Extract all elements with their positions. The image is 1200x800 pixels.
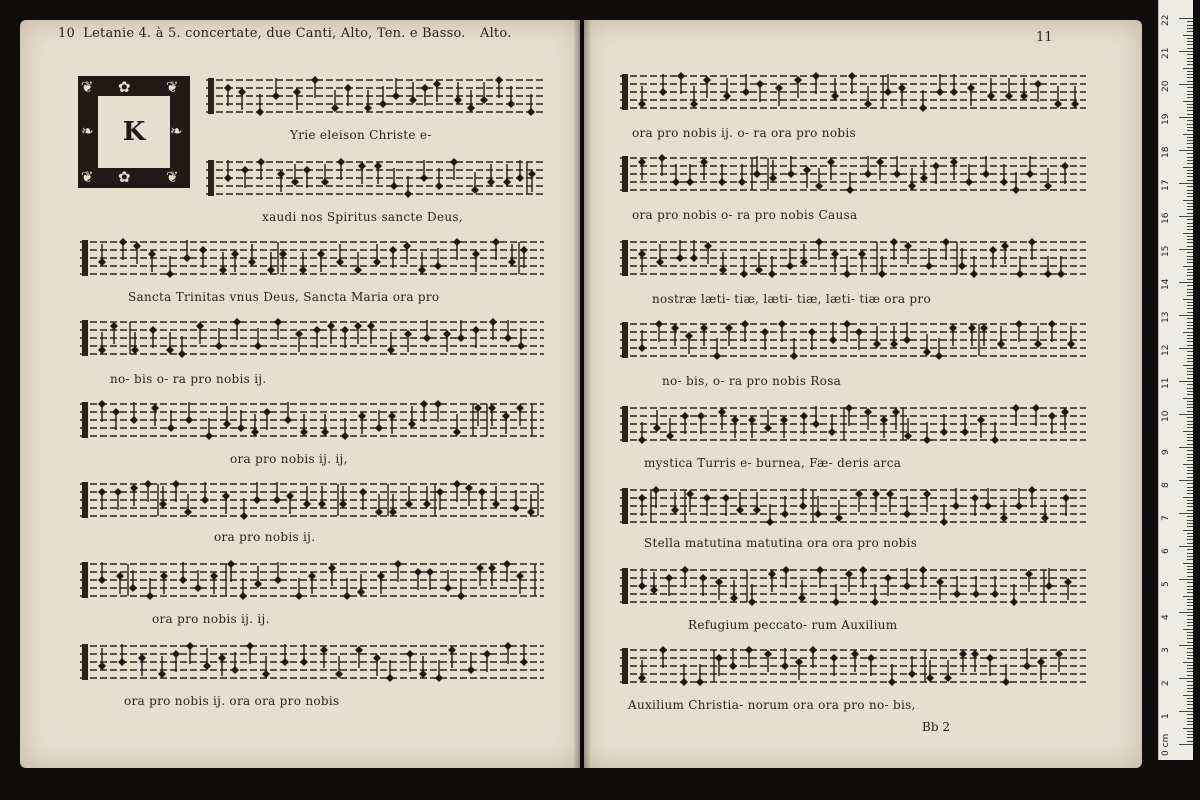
ruler-tick xyxy=(1187,655,1193,656)
music-staff xyxy=(206,74,544,122)
ruler-tick xyxy=(1187,671,1193,672)
ruler-tick xyxy=(1187,434,1193,435)
ruler-tick xyxy=(1183,530,1193,531)
ruler-tick xyxy=(1183,134,1193,135)
ruler-tick xyxy=(1187,401,1193,402)
ruler-tick xyxy=(1183,266,1193,267)
ruler-tick xyxy=(1187,487,1193,488)
ruler-tick xyxy=(1183,299,1193,300)
ruler-tick xyxy=(1183,563,1193,564)
ruler-tick xyxy=(1187,721,1193,722)
ruler-tick xyxy=(1187,427,1193,428)
ruler-tick xyxy=(1187,341,1193,342)
ruler-tick xyxy=(1187,345,1193,346)
ornament-icon: ✿ xyxy=(118,78,131,96)
ruler-tick xyxy=(1187,170,1193,171)
ruler-tick xyxy=(1187,685,1193,686)
ruler-tick xyxy=(1187,91,1193,92)
ruler-tick xyxy=(1183,662,1193,663)
ruler-tick xyxy=(1187,308,1193,309)
decorated-initial xyxy=(78,76,190,188)
measuring-ruler xyxy=(1158,0,1193,760)
ruler-tick xyxy=(1179,183,1193,184)
ruler-tick xyxy=(1187,338,1193,339)
ruler-label: 1 xyxy=(1161,713,1171,719)
ruler-tick xyxy=(1183,35,1193,36)
ruler-tick xyxy=(1187,526,1193,527)
ruler-tick xyxy=(1187,536,1193,537)
ruler-tick xyxy=(1187,114,1193,115)
ruler-tick xyxy=(1187,130,1193,131)
ruler-tick xyxy=(1187,391,1193,392)
ruler-tick xyxy=(1179,51,1193,52)
left-page-header xyxy=(58,26,512,41)
ruler-tick xyxy=(1187,592,1193,593)
ruler-tick xyxy=(1183,398,1193,399)
ruler-tick xyxy=(1187,81,1193,82)
ruler-tick xyxy=(1187,302,1193,303)
ruler-tick xyxy=(1187,652,1193,653)
ruler-tick xyxy=(1187,582,1193,583)
ruler-tick xyxy=(1187,190,1193,191)
header-title: Letanie 4. à 5. concertate, due Canti, Alto, Ten. e Basso. xyxy=(83,26,466,41)
ruler-tick xyxy=(1187,127,1193,128)
ruler-tick xyxy=(1187,147,1193,148)
ruler-tick xyxy=(1187,506,1193,507)
ruler-tick xyxy=(1187,714,1193,715)
ruler-tick xyxy=(1187,556,1193,557)
lyric-line: Auxilium Christia- norum ora ora pro no- bis, xyxy=(628,698,916,712)
left-page-number: 10 xyxy=(58,26,75,41)
ruler-tick xyxy=(1187,193,1193,194)
ruler-tick xyxy=(1187,41,1193,42)
music-staff xyxy=(80,640,544,688)
ruler-tick xyxy=(1187,384,1193,385)
ruler-tick xyxy=(1179,348,1193,349)
ruler-tick xyxy=(1187,374,1193,375)
ruler-tick xyxy=(1183,497,1193,498)
ruler-tick xyxy=(1187,229,1193,230)
ruler-tick xyxy=(1187,718,1193,719)
ruler-tick xyxy=(1187,328,1193,329)
ruler-tick xyxy=(1187,688,1193,689)
ornament-icon: ❦ xyxy=(81,78,94,96)
ruler-tick xyxy=(1187,559,1193,560)
ruler-tick xyxy=(1183,167,1193,168)
ruler-tick xyxy=(1187,120,1193,121)
music-staff xyxy=(620,484,1086,532)
ruler-tick xyxy=(1187,143,1193,144)
ruler-tick xyxy=(1187,615,1193,616)
ruler-tick xyxy=(1187,71,1193,72)
music-staff xyxy=(620,644,1086,692)
ruler-tick xyxy=(1187,533,1193,534)
music-staff xyxy=(80,236,544,284)
ruler-label: 0 cm xyxy=(1161,733,1171,756)
lyric-line: ora pro nobis o- ra pro nobis Causa xyxy=(632,208,858,222)
ruler-tick xyxy=(1179,678,1193,679)
ruler-tick xyxy=(1187,424,1193,425)
music-staff xyxy=(620,70,1086,118)
music-staff xyxy=(620,236,1086,284)
ruler-tick xyxy=(1187,259,1193,260)
ruler-tick xyxy=(1187,226,1193,227)
ornament-icon: ❧ xyxy=(81,122,94,140)
ruler-tick xyxy=(1187,708,1193,709)
ruler-tick xyxy=(1187,473,1193,474)
ruler-tick xyxy=(1187,351,1193,352)
ruler-tick xyxy=(1187,160,1193,161)
ruler-tick xyxy=(1187,599,1193,600)
ruler-tick xyxy=(1187,658,1193,659)
ruler-tick xyxy=(1187,203,1193,204)
lyric-line: ora pro nobis ij. ora ora pro nobis xyxy=(124,694,340,708)
ruler-label: 15 xyxy=(1161,245,1171,257)
ruler-tick xyxy=(1187,642,1193,643)
ruler-tick xyxy=(1187,285,1193,286)
ruler-tick xyxy=(1187,549,1193,550)
ruler-tick xyxy=(1187,186,1193,187)
ruler-tick xyxy=(1183,365,1193,366)
ruler-tick xyxy=(1187,318,1193,319)
book-gutter xyxy=(574,20,590,768)
ruler-tick xyxy=(1187,619,1193,620)
ruler-tick xyxy=(1187,632,1193,633)
ruler-tick xyxy=(1187,305,1193,306)
ruler-tick xyxy=(1187,691,1193,692)
ruler-tick xyxy=(1187,437,1193,438)
ruler-tick xyxy=(1179,480,1193,481)
voice-label: Alto. xyxy=(479,26,512,41)
ruler-label: 21 xyxy=(1161,47,1171,59)
lyric-line: Yrie eleison Christe e- xyxy=(290,128,432,142)
ruler-tick xyxy=(1179,579,1193,580)
ruler-label: 13 xyxy=(1161,311,1171,323)
ruler-tick xyxy=(1187,94,1193,95)
ruler-tick xyxy=(1187,61,1193,62)
ruler-tick xyxy=(1187,704,1193,705)
music-staff xyxy=(620,318,1086,366)
ruler-tick xyxy=(1183,728,1193,729)
ruler-tick xyxy=(1183,68,1193,69)
ruler-tick xyxy=(1187,176,1193,177)
ruler-tick xyxy=(1187,269,1193,270)
ruler-tick xyxy=(1179,117,1193,118)
ruler-tick xyxy=(1187,444,1193,445)
ruler-tick xyxy=(1187,731,1193,732)
ruler-tick xyxy=(1187,648,1193,649)
ruler-tick xyxy=(1187,38,1193,39)
ruler-tick xyxy=(1187,292,1193,293)
ruler-tick xyxy=(1187,31,1193,32)
ruler-tick xyxy=(1187,638,1193,639)
ruler-tick xyxy=(1179,150,1193,151)
ruler-tick xyxy=(1179,447,1193,448)
ruler-tick xyxy=(1187,25,1193,26)
ruler-tick xyxy=(1187,477,1193,478)
ruler-tick xyxy=(1187,460,1193,461)
ruler-tick xyxy=(1187,520,1193,521)
ruler-tick xyxy=(1187,279,1193,280)
ornament-icon: ❦ xyxy=(166,78,179,96)
ruler-tick xyxy=(1187,21,1193,22)
ruler-tick xyxy=(1187,272,1193,273)
lyric-line: mystica Turris e- burnea, Fæ- deris arca xyxy=(644,456,902,470)
ruler-tick xyxy=(1187,553,1193,554)
ruler-label: 11 xyxy=(1161,377,1171,389)
lyric-line: ora pro nobis ij. xyxy=(214,530,316,544)
ruler-tick xyxy=(1187,44,1193,45)
ruler-tick xyxy=(1187,503,1193,504)
ruler-tick xyxy=(1187,675,1193,676)
ornament-icon: ❦ xyxy=(166,168,179,186)
ruler-tick xyxy=(1187,510,1193,511)
ruler-tick xyxy=(1187,701,1193,702)
music-staff xyxy=(80,478,544,526)
ruler-tick xyxy=(1187,394,1193,395)
ruler-tick xyxy=(1187,209,1193,210)
ruler-tick xyxy=(1187,450,1193,451)
ruler-tick xyxy=(1183,233,1193,234)
ruler-tick xyxy=(1187,417,1193,418)
ruler-tick xyxy=(1179,216,1193,217)
ruler-tick xyxy=(1187,371,1193,372)
ruler-tick xyxy=(1187,516,1193,517)
right-page-number: 11 xyxy=(1036,30,1053,45)
ruler-tick xyxy=(1187,404,1193,405)
ornament-icon: ✿ xyxy=(118,168,131,186)
ruler-tick xyxy=(1179,546,1193,547)
ruler-tick xyxy=(1187,368,1193,369)
ruler-label: 4 xyxy=(1161,614,1171,620)
page-signature: Bb 2 xyxy=(922,720,950,734)
ruler-tick xyxy=(1187,668,1193,669)
ruler-tick xyxy=(1187,681,1193,682)
ruler-tick xyxy=(1187,140,1193,141)
ruler-tick xyxy=(1187,219,1193,220)
lyric-line: xaudi nos Spiritus sancte Deus, xyxy=(262,210,463,224)
ruler-tick xyxy=(1179,513,1193,514)
ruler-label: 7 xyxy=(1161,515,1171,521)
ruler-tick xyxy=(1187,64,1193,65)
ruler-tick xyxy=(1187,609,1193,610)
ruler-tick xyxy=(1179,711,1193,712)
ruler-tick xyxy=(1187,361,1193,362)
ruler-tick xyxy=(1187,153,1193,154)
lyric-line: Refugium peccato- rum Auxilium xyxy=(688,618,898,632)
ruler-tick xyxy=(1187,252,1193,253)
initial-letter: K xyxy=(98,96,170,168)
ruler-tick xyxy=(1187,256,1193,257)
ruler-tick xyxy=(1187,566,1193,567)
ruler-tick xyxy=(1187,490,1193,491)
ruler-tick xyxy=(1187,48,1193,49)
ruler-tick xyxy=(1187,28,1193,29)
ruler-tick xyxy=(1179,249,1193,250)
ruler-tick xyxy=(1187,107,1193,108)
ruler-tick xyxy=(1187,454,1193,455)
ruler-tick xyxy=(1187,54,1193,55)
ruler-tick xyxy=(1187,242,1193,243)
ruler-label: 16 xyxy=(1161,212,1171,224)
ruler-tick xyxy=(1187,440,1193,441)
ruler-label: 8 xyxy=(1161,482,1171,488)
ruler-tick xyxy=(1179,645,1193,646)
ruler-tick xyxy=(1183,200,1193,201)
ruler-tick xyxy=(1187,124,1193,125)
lyric-line: ora pro nobis ij. ij. xyxy=(152,612,270,626)
ruler-tick xyxy=(1187,500,1193,501)
ruler-tick xyxy=(1179,744,1193,745)
ruler-tick xyxy=(1187,322,1193,323)
ruler-tick xyxy=(1183,101,1193,102)
lyric-line: Sancta Trinitas vnus Deus, Sancta Maria ora pro xyxy=(128,290,440,304)
ruler-tick xyxy=(1187,698,1193,699)
ruler-tick xyxy=(1187,589,1193,590)
ruler-label: 18 xyxy=(1161,146,1171,158)
ruler-tick xyxy=(1187,335,1193,336)
ruler-label: 14 xyxy=(1161,278,1171,290)
ruler-tick xyxy=(1187,421,1193,422)
ruler-label: 2 xyxy=(1161,680,1171,686)
ruler-tick xyxy=(1179,18,1193,19)
lyric-line: ora pro nobis ij. ij, xyxy=(230,452,348,466)
ruler-tick xyxy=(1179,282,1193,283)
ruler-label: 9 xyxy=(1161,449,1171,455)
ruler-tick xyxy=(1187,77,1193,78)
ruler-tick xyxy=(1187,157,1193,158)
music-staff xyxy=(80,398,544,446)
ornament-icon: ❧ xyxy=(170,122,183,140)
ruler-tick xyxy=(1187,97,1193,98)
music-staff xyxy=(620,402,1086,450)
ruler-tick xyxy=(1187,196,1193,197)
ruler-tick xyxy=(1183,464,1193,465)
ruler-tick xyxy=(1187,569,1193,570)
ruler-tick xyxy=(1187,358,1193,359)
ruler-tick xyxy=(1187,467,1193,468)
ruler-tick xyxy=(1187,223,1193,224)
music-staff xyxy=(80,316,544,364)
ruler-label: 10 xyxy=(1161,410,1171,422)
ruler-tick xyxy=(1187,180,1193,181)
ruler-tick xyxy=(1187,622,1193,623)
lyric-line: ora pro nobis ij. o- ra ora pro nobis xyxy=(632,126,856,140)
ruler-tick xyxy=(1187,572,1193,573)
ruler-tick xyxy=(1187,312,1193,313)
ruler-tick xyxy=(1187,58,1193,59)
lyric-line: no- bis, o- ra pro nobis Rosa xyxy=(662,374,842,388)
ruler-label: 20 xyxy=(1161,80,1171,92)
ruler-tick xyxy=(1187,325,1193,326)
music-staff xyxy=(620,152,1086,200)
ruler-tick xyxy=(1187,74,1193,75)
ruler-tick xyxy=(1187,388,1193,389)
music-staff xyxy=(80,558,544,606)
music-staff xyxy=(620,564,1086,612)
music-staff xyxy=(206,156,544,204)
ruler-tick xyxy=(1187,483,1193,484)
ruler-tick xyxy=(1183,596,1193,597)
ruler-tick xyxy=(1187,493,1193,494)
ruler-tick xyxy=(1187,239,1193,240)
ruler-tick xyxy=(1187,163,1193,164)
ruler-label: 19 xyxy=(1161,113,1171,125)
ruler-tick xyxy=(1187,137,1193,138)
ruler-tick xyxy=(1187,104,1193,105)
ruler-tick xyxy=(1187,378,1193,379)
ruler-tick xyxy=(1187,87,1193,88)
ruler-label: 17 xyxy=(1161,179,1171,191)
ruler-tick xyxy=(1187,289,1193,290)
ruler-tick xyxy=(1187,724,1193,725)
ruler-label: 3 xyxy=(1161,647,1171,653)
ruler-label: 5 xyxy=(1161,581,1171,587)
ruler-tick xyxy=(1187,665,1193,666)
ruler-tick xyxy=(1187,411,1193,412)
ruler-tick xyxy=(1187,737,1193,738)
ruler-tick xyxy=(1187,236,1193,237)
ruler-tick xyxy=(1187,173,1193,174)
ruler-tick xyxy=(1187,602,1193,603)
ruler-tick xyxy=(1179,315,1193,316)
ruler-tick xyxy=(1183,431,1193,432)
ruler-label: 12 xyxy=(1161,344,1171,356)
ruler-tick xyxy=(1187,470,1193,471)
ruler-tick xyxy=(1183,629,1193,630)
ruler-tick xyxy=(1187,523,1193,524)
ruler-tick xyxy=(1187,543,1193,544)
ruler-tick xyxy=(1187,407,1193,408)
ruler-tick xyxy=(1179,612,1193,613)
ruler-tick xyxy=(1187,605,1193,606)
ruler-label: 6 xyxy=(1161,548,1171,554)
ruler-tick xyxy=(1183,332,1193,333)
ruler-tick xyxy=(1187,110,1193,111)
ruler-tick xyxy=(1187,262,1193,263)
ruler-tick xyxy=(1187,734,1193,735)
lyric-line: nostræ læti- tiæ, læti- tiæ, læti- tiæ ora pro xyxy=(652,292,931,306)
ruler-tick xyxy=(1187,635,1193,636)
lyric-line: Stella matutina matutina ora ora pro nobis xyxy=(644,536,918,550)
ruler-tick xyxy=(1187,295,1193,296)
lyric-line: no- bis o- ra pro nobis ij. xyxy=(110,372,267,386)
ruler-tick xyxy=(1187,539,1193,540)
ruler-tick xyxy=(1179,381,1193,382)
ruler-tick xyxy=(1187,275,1193,276)
ruler-tick xyxy=(1187,576,1193,577)
ruler-tick xyxy=(1187,213,1193,214)
ruler-tick xyxy=(1179,414,1193,415)
ruler-label: 22 xyxy=(1161,14,1171,26)
ruler-tick xyxy=(1179,84,1193,85)
ruler-tick xyxy=(1187,355,1193,356)
ruler-tick xyxy=(1187,586,1193,587)
ruler-tick xyxy=(1187,625,1193,626)
ruler-tick xyxy=(1187,246,1193,247)
ornament-icon: ❦ xyxy=(81,168,94,186)
ruler-tick xyxy=(1187,206,1193,207)
ruler-tick xyxy=(1187,741,1193,742)
ruler-tick xyxy=(1183,695,1193,696)
ruler-tick xyxy=(1187,457,1193,458)
